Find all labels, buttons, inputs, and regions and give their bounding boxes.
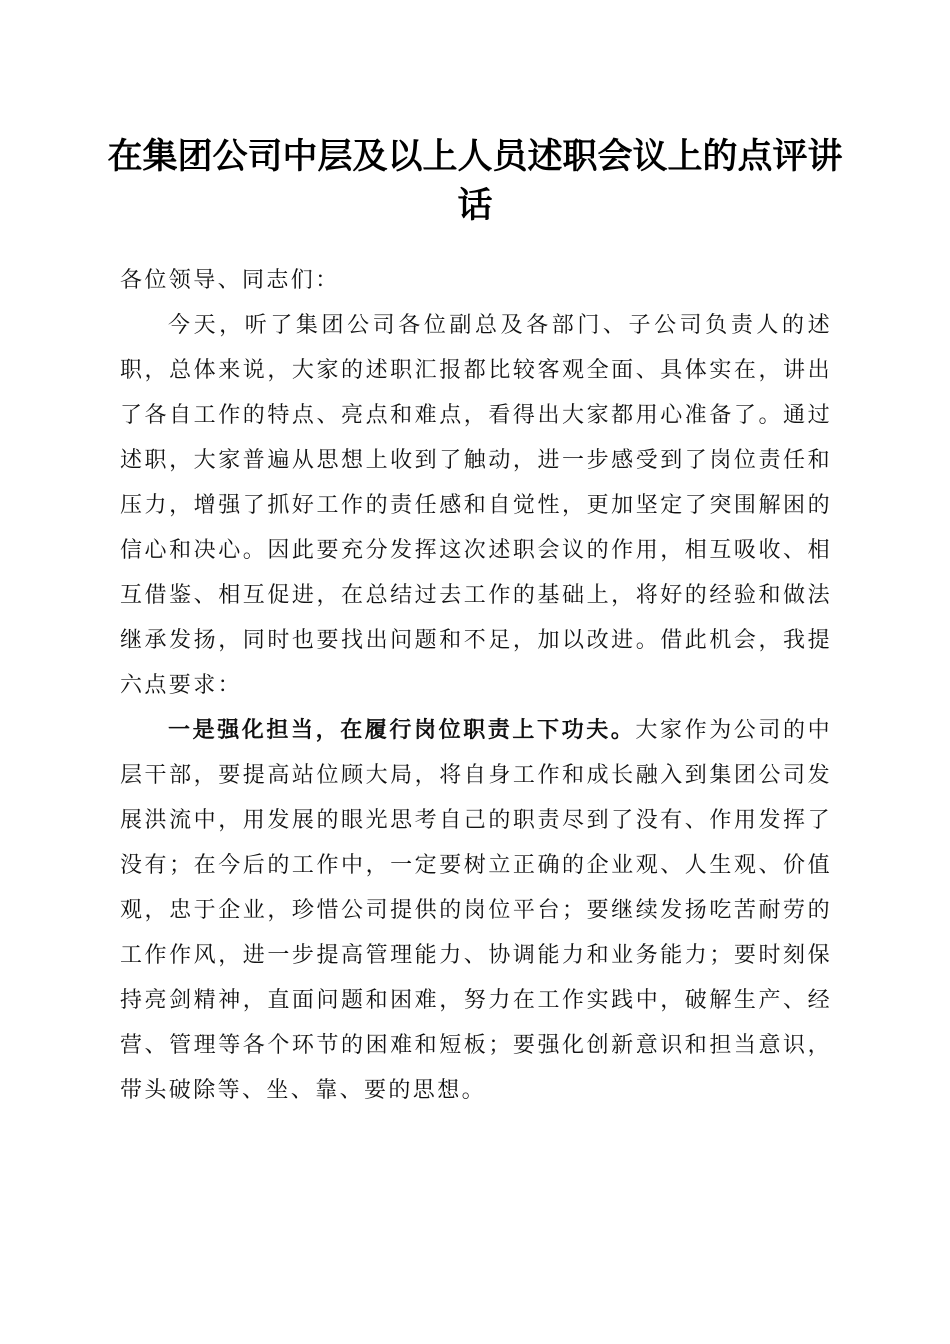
salutation: 各位领导、同志们： — [120, 268, 340, 293]
paragraph-lead-heading: 一是强化担当，在履行岗位职责上下功夫。 — [168, 717, 636, 743]
paragraph-opening — [120, 303, 832, 708]
document-title: 在集团公司中层及以上人员述职会议上的点评讲话 — [107, 136, 843, 226]
paragraph-requirement-one — [120, 708, 832, 1113]
paragraph-text: 今天，听了集团公司各位副总及各部门、子公司负责人的述职，总体来说，大家的述职汇报都比较客观全面、具体实在，讲出了各自工作的特点、亮点和难点，看得出大家都用心准备了。通过述职，大家普遍从思想上收到了触动，进一步感受到了岗位责任和压力，增强了抓好工作的责任感和自觉性，更加坚定了突围解困的信心和决心。因此要充分发挥这次述职会议的作用，相互吸收、相互借鉴、相互促进，在总结过去工作的基础上，将好的经验和做法继承发扬，同时也要找出问题和不足，加以改进。借此机会，我提六点要求： — [120, 313, 832, 698]
paragraph-text: 大家作为公司的中层干部，要提高站位顾大局，将自身工作和成长融入到集团公司发展洪流中，用发展的眼光思考自己的职责尽到了没有、作用发挥了没有；在今后的工作中，一定要树立正确的企业观、人生观、价值观，忠于企业，珍惜公司提供的岗位平台；要继续发扬吃苦耐劳的工作作风，进一步提高管理能力、协调能力和业务能力；要时刻保持亮剑精神，直面问题和困难，努力在工作实践中，破解生产、经营、管理等各个环节的困难和短板；要强化创新意识和担当意识，带头破除等、坐、靠、要的思想。 — [120, 718, 833, 1103]
document-body — [120, 258, 832, 1113]
